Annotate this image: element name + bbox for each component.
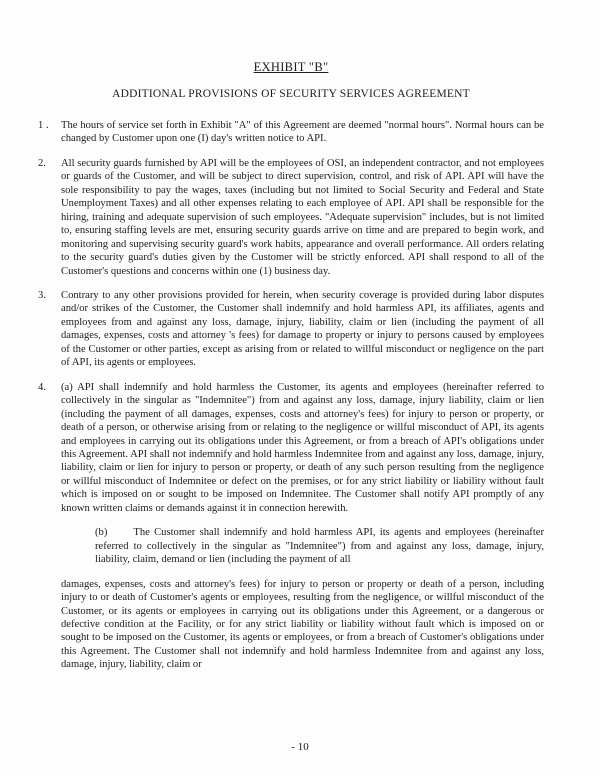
paragraph-1 xyxy=(38,119,544,146)
paragraph-1-text: The hours of service set forth in Exhibit "A" of this Agreement are deemed "normal hours". Normal hours can be changed by Customer upon one (I) day's written notice to API. xyxy=(61,120,544,145)
paragraph-4b-continuation: damages, expenses, costs and attorney's fees) for injury to person or property or death of a person, including injury to or death of Customer's agents or employees, resulting from the negligence, or willful misconduct of the Customer, or its agents or employees in carrying out its obligations under this Agreement, or a dangerous or defective condition at the Facility, or for any strict liability or liability without fault which is imposed on or sought to be imposed on the Customer, its agents or employees, or from a breach of Customer's obligations under this Agreement. The Customer shall not indemnify and hold harmless Indemnitee from and against any loss, damage, injury, liability, claim or xyxy=(61,578,544,671)
paragraph-4-number: 4. xyxy=(38,381,46,393)
paragraph-2 xyxy=(38,157,544,278)
paragraph-2-number: 2. xyxy=(38,157,46,169)
paragraph-3-number: 3. xyxy=(38,289,46,301)
paragraph-2-text: All security guards furnished by API will be the employees of OSI, an independent contractor, and not employees or guards of the Customer, and will be subject to direct supervision, control, and risk of API. API will have the sole responsibility to pay the wages, taxes (including but not limited to Social Security and Federal and State Unemployment Taxes) and all other expenses relating to each employee of API. API shall be responsible for the hiring, training and adequate supervision of such employees. "Adequate supervision" includes, but is not limited to, ensuring staffing levels are met, ensuring security guards arrive on time and are prepared to begin work, and monitoring and supervising security guard's work habits, appearance and overall performance. All orders relating to the security guard's duties given by the Customer will be strictly enforced. API shall respond to all of the Customer's questions and concerns within one (1) business day. xyxy=(61,157,544,277)
paragraph-4a xyxy=(38,381,544,516)
page-number: - 10 xyxy=(291,741,309,753)
exhibit-title: EXHIBIT "B" xyxy=(253,60,329,74)
document-subtitle: ADDITIONAL PROVISIONS OF SECURITY SERVICES AGREEMENT xyxy=(112,88,470,100)
paragraph-4b xyxy=(95,526,544,566)
paragraph-4a-text: (a) API shall indemnify and hold harmless the Customer, its agents and employees (hereinafter referred to collectively in the singular as "Indemnitee") from and against any loss, damage, injury liability, claim or lien (including the payment of all damages, expenses, costs and attorney's fees) for injury to person or property, or death of a person, or otherwise arising from or relating to the negligence or willful misconduct of API, its agents and employees in carrying out its obligations under this Agreement, or from a breach of API's obligations under this Agreement. API shall not indemnify and hold harmless Indemnitee from and against any loss, damage, injury, liability, claim or lien for injury to person or property, or death of any such person resulting from the negligence or willful misconduct of Indemnitee or defect on the premises, or for any strict liability or liability without fault which is imposed on or sought to be imposed on Indemnitee. The Customer shall notify API promptly of any known written claims or demands against it in connection herewith. xyxy=(61,381,544,514)
paragraph-3 xyxy=(38,289,544,370)
paragraph-1-number: 1 . xyxy=(38,120,49,131)
paragraph-4b-label: (b) xyxy=(95,527,108,539)
paragraph-4b-text: The Customer shall indemnify and hold harmless API, its agents and employees (hereinafter referred to collectively in the singular as "Indemnitee") from and against any loss, damage, injury, liability, claim, demand or lien (including the payment of all xyxy=(95,527,544,566)
paragraph-3-text: Contrary to any other provisions provided for herein, when security coverage is provided during labor disputes and/or strikes of the Customer, the Customer shall indemnify and hold harmless API, its affiliates, agents and employees from and against any loss, damage, injury, liability, claim or lien (including the payment of all damages, expenses, costs and attorney 's fees) for damage to property or injury to persons caused by employees of the Customer or other parties, except as arising from or related to willful misconduct or negligence on the part of API, its agents or employees. xyxy=(61,289,544,369)
